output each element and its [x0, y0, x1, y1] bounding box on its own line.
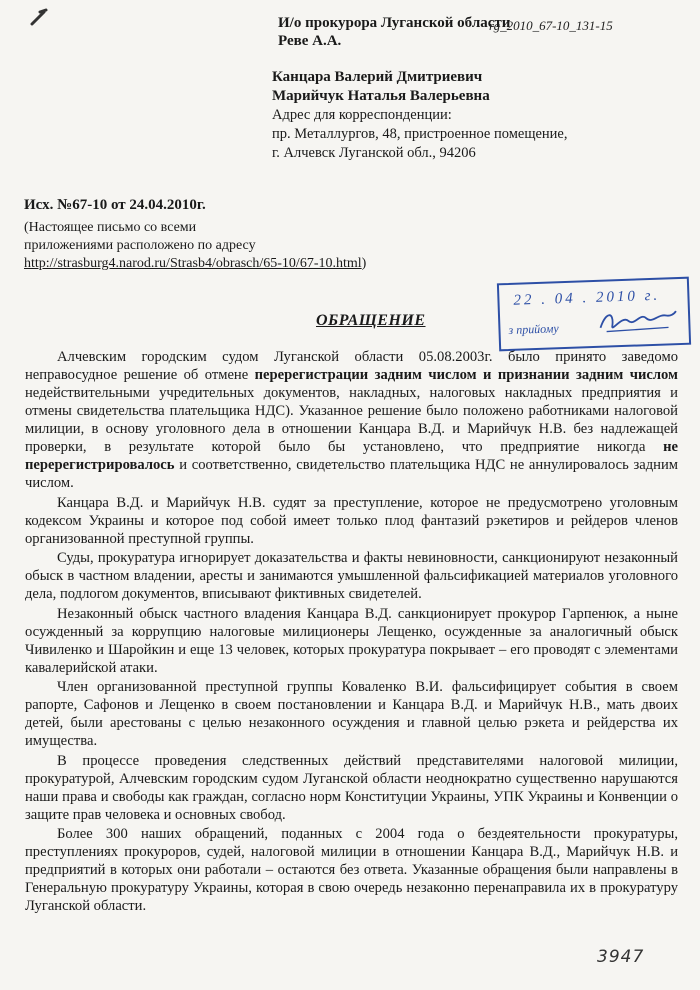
ref-url-link[interactable]: http://strasburg4.narod.ru/Strasb4/obrasch/65-10/67-10.html: [24, 256, 362, 271]
sender-name-2: Марийчук Наталья Валерьевна: [272, 88, 490, 104]
signature-icon: [596, 305, 681, 338]
recipient-name: Реве А.А.: [278, 33, 342, 49]
stamp-received-label: з прийому: [508, 321, 559, 337]
address-line-1: пр. Металлургов, 48, пристроенное помещение,: [272, 126, 568, 142]
document-id: rg_2010_67-10_131-15: [489, 18, 613, 33]
handwritten-page-number: 3947: [597, 947, 645, 967]
emphasis-text: не перерегистрировалось: [25, 439, 678, 473]
paragraph-text: Более 300 наших обращений, поданных с 2004 года о бездеятельности прокуратуры, преступлениях прокуроров, судей, налоговой милиции в отношении Канцара В.Д., Марийчук Н.В. и предприятий в которых они работали – остаются без ответа. Указанные обращения были направлены в Генеральную прокуратуру Украины, которая в свою очередь незаконно перенаправила их в прокуратуру Луганской области.: [25, 826, 678, 914]
scan-mark-icon: [30, 8, 52, 30]
address-line-2: г. Алчевск Луганской обл., 94206: [272, 145, 476, 161]
body-paragraph: [25, 605, 678, 677]
paragraph-text: Член организованной преступной группы Коваленко В.И. фальсифицирует события в своем рапорте, Сафонов и Лещенко в своем постановлении и Канцара В.Д. и Марийчук Н.В., мать двоих детей, были арестованы с целью незаконного осуждения и главной целью рэкета и рейдерства их имущества.: [25, 679, 678, 749]
sender-name-1: Канцара Валерий Дмитриевич: [272, 69, 483, 85]
paragraph-text: Канцара В.Д. и Марийчук Н.В. судят за преступление, которое не предусмотрено уголовным кодексом Украины и которое под собой имеет только плод фантазий рэкетиров и рейдеров членов организованной преступной группы.: [25, 494, 678, 547]
body-paragraph: [25, 825, 678, 915]
ref-note-line-1: (Настоящее письмо со всеми: [24, 220, 197, 235]
ref-url-line: [24, 255, 366, 272]
outgoing-number: Исх. №67-10 от 24.04.2010г.: [24, 197, 206, 213]
document-title: ОБРАЩЕНИЕ: [316, 312, 426, 329]
paragraph-text: В процессе проведения следственных действий представителями налоговой милиции, прокуратурой, Алчевским городским судом Луганской области неоднократно существенно нарушаются наши права и свободы как граждан, согласно норм Конституции Украины, УПК Украины и Конвенции о защите прав человека и основных свобод.: [25, 752, 678, 823]
paragraph-text: и соответственно, свидетельство плательщика НДС не аннулировалось задним числом.: [25, 457, 678, 491]
body-paragraph: [25, 549, 678, 603]
address-label: Адрес для корреспонденции:: [272, 107, 452, 123]
ref-url-close: ): [361, 256, 367, 271]
paragraph-text: Суды, прокуратура игнорирует доказательства и факты невиновности, санкционируют незаконный обыск в частном владении, аресты и занимаются умышленной фальсификацией материалов уголовного дела, подлогом документов, вписывают фиктивных свидетелей.: [25, 550, 678, 602]
ref-note-line-2: приложениями расположено по адресу: [24, 238, 256, 253]
paragraph-text: недействительными учредительных документов, накладных, налоговых накладных предприятия и отмены свидетельства плательщика НДС). Указанное решение было положено работниками налоговой милиции, в основу уголовного дела в отношении Канцара В.Д. и Марийчук Н.В. без надлежащей проверки, в результате которой было бы установлено, что предприятие никогда: [25, 385, 678, 455]
letter-body: [25, 348, 678, 917]
recipient-title: И/о прокурора Луганской области: [278, 15, 511, 31]
body-paragraph: [25, 752, 678, 824]
emphasis-text: перерегистрации задним числом и признании задним числом: [254, 367, 678, 383]
body-paragraph: [25, 678, 678, 750]
body-paragraph: [25, 494, 678, 548]
paragraph-text: Незаконный обыск частного владения Канцара В.Д. санкционирует прокурор Гарпенюк, а ныне осужденный за коррупцию налоговые милиционеры Лещенко, осужденные за аналогичный обыск Чивиленко и Шаройкин и еще 13 человек, которых прокуратура покрывает – его проводят с элементами кавалерийской атаки.: [25, 605, 678, 676]
stamp-date: 22 . 04 . 2010 г.: [513, 287, 661, 309]
received-stamp: [497, 277, 691, 352]
body-paragraph: [25, 348, 678, 492]
paragraph-text: Алчевским городским судом Луганской области 05.08.2003г. было принято заведомо неправосудное решение об отмене: [25, 349, 678, 383]
